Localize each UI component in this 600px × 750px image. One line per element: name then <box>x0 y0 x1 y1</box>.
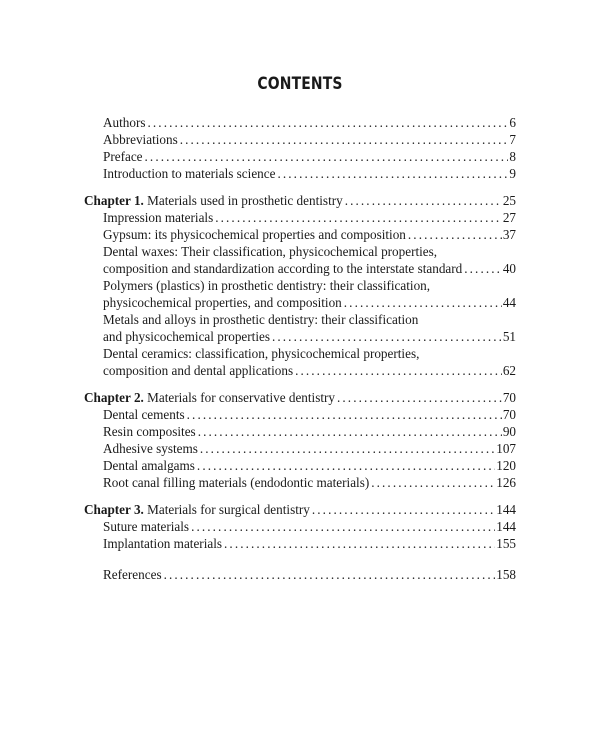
toc-entry-line: Dental waxes: Their classification, physicochemical properties, <box>103 244 438 259</box>
toc-entry-title <box>84 192 345 209</box>
page-number: 70 <box>502 407 516 422</box>
toc-entry-title: Dental cements <box>103 407 185 422</box>
chapter-title: Materials used in prosthetic dentistry <box>143 193 343 208</box>
page-number: 126 <box>496 475 516 490</box>
page-title: CONTENTS <box>257 74 343 94</box>
toc-entry[interactable] <box>84 406 516 423</box>
dot-leader <box>148 114 509 131</box>
toc-entry[interactable] <box>84 535 516 552</box>
page-number: 70 <box>502 390 516 405</box>
page-number: 27 <box>502 210 516 225</box>
dot-leader <box>464 260 502 277</box>
toc-entry[interactable] <box>84 440 516 457</box>
chapter-label: Chapter 1. <box>84 193 144 208</box>
dot-leader <box>272 328 502 345</box>
toc-entry[interactable] <box>84 165 516 182</box>
dot-leader <box>200 440 495 457</box>
chapter-group <box>84 192 516 379</box>
page-number: 25 <box>502 193 516 208</box>
page-number: 158 <box>496 567 516 582</box>
toc-entry[interactable] <box>84 148 516 165</box>
dot-leader <box>295 362 502 379</box>
page-number: 51 <box>502 329 516 344</box>
toc-entry-title: Abbreviations <box>103 132 178 147</box>
toc-entry[interactable] <box>84 518 516 535</box>
toc-entry[interactable] <box>84 114 516 131</box>
toc-entry[interactable] <box>84 474 516 491</box>
page-number: 6 <box>509 115 516 130</box>
front-matter-group <box>84 114 516 182</box>
toc-entry[interactable] <box>84 362 516 379</box>
dot-leader <box>337 389 502 406</box>
dot-leader <box>224 535 495 552</box>
dot-leader <box>187 406 502 423</box>
dot-leader <box>215 209 502 226</box>
chapter-group <box>84 501 516 552</box>
chapter-title: Materials for conservative dentistry <box>143 390 335 405</box>
toc-entry-title: Introduction to materials science <box>103 166 276 181</box>
chapter-label: Chapter 2. <box>84 390 144 405</box>
page-number: 90 <box>502 424 516 439</box>
toc-entry-title: composition and dental applications <box>103 363 294 378</box>
toc-entry[interactable] <box>84 457 516 474</box>
toc-entry-title: and physicochemical properties <box>103 329 270 344</box>
toc-entry-title: Suture materials <box>103 519 190 534</box>
page-number: 120 <box>496 458 516 473</box>
toc-entry[interactable] <box>84 501 516 518</box>
table-of-contents <box>84 114 516 583</box>
dot-leader <box>312 501 495 518</box>
dot-leader <box>164 566 496 583</box>
page-number: 8 <box>509 149 516 164</box>
page-number: 37 <box>502 227 516 242</box>
page-number: 44 <box>502 295 516 310</box>
dot-leader <box>408 226 502 243</box>
dot-leader <box>191 518 495 535</box>
toc-entry[interactable] <box>84 566 516 583</box>
chapter-title: Materials for surgical dentistry <box>143 502 310 517</box>
toc-entry[interactable] <box>84 260 516 277</box>
toc-entry-line: Polymers (plastics) in prosthetic dentistry: their classification, <box>103 278 431 293</box>
chapter-label: Chapter 3. <box>84 502 144 517</box>
toc-entry[interactable] <box>84 131 516 148</box>
dot-leader <box>371 474 495 491</box>
toc-entry-title: Root canal filling materials (endodontic materials) <box>103 475 370 490</box>
toc-entry-title: composition and standardization according to the interstate standard <box>103 261 463 276</box>
page-number: 155 <box>496 536 516 551</box>
page-number: 9 <box>509 166 516 181</box>
chapter-group <box>84 389 516 491</box>
toc-entry-title: Resin composites <box>103 424 196 439</box>
page-number: 144 <box>496 519 516 534</box>
toc-entry-line: Dental ceramics: classification, physicochemical properties, <box>103 346 420 361</box>
toc-entry[interactable] <box>84 192 516 209</box>
toc-entry-title: Dental amalgams <box>103 458 195 473</box>
toc-entry-title: References <box>103 567 162 582</box>
toc-entry[interactable] <box>84 226 516 243</box>
dot-leader <box>277 165 508 182</box>
toc-entry-title: Implantation materials <box>103 536 223 551</box>
page-number: 107 <box>496 441 516 456</box>
toc-entry-title: Gypsum: its physicochemical properties and composition <box>103 227 406 242</box>
toc-entry-title <box>84 501 312 518</box>
toc-entry[interactable] <box>84 328 516 345</box>
toc-entry[interactable] <box>84 294 516 311</box>
dot-leader <box>180 131 509 148</box>
dot-leader <box>344 294 502 311</box>
toc-entry-title: Preface <box>103 149 143 164</box>
page-number: 62 <box>502 363 516 378</box>
references-group <box>84 566 516 583</box>
toc-entry[interactable] <box>84 389 516 406</box>
toc-entry-line: Metals and alloys in prosthetic dentistry: their classification <box>103 312 419 327</box>
dot-leader <box>197 457 495 474</box>
page-number: 40 <box>502 261 516 276</box>
toc-entry-title: Impression materials <box>103 210 214 225</box>
toc-entry[interactable] <box>84 209 516 226</box>
page-number: 144 <box>496 502 516 517</box>
toc-entry-title: Authors <box>103 115 146 130</box>
toc-entry-title <box>84 389 337 406</box>
toc-entry[interactable] <box>84 423 516 440</box>
toc-entry-title: physicochemical properties, and composition <box>103 295 342 310</box>
dot-leader <box>145 148 509 165</box>
toc-entry-title: Adhesive systems <box>103 441 198 456</box>
page-number: 7 <box>509 132 516 147</box>
dot-leader <box>198 423 502 440</box>
dot-leader <box>345 192 502 209</box>
